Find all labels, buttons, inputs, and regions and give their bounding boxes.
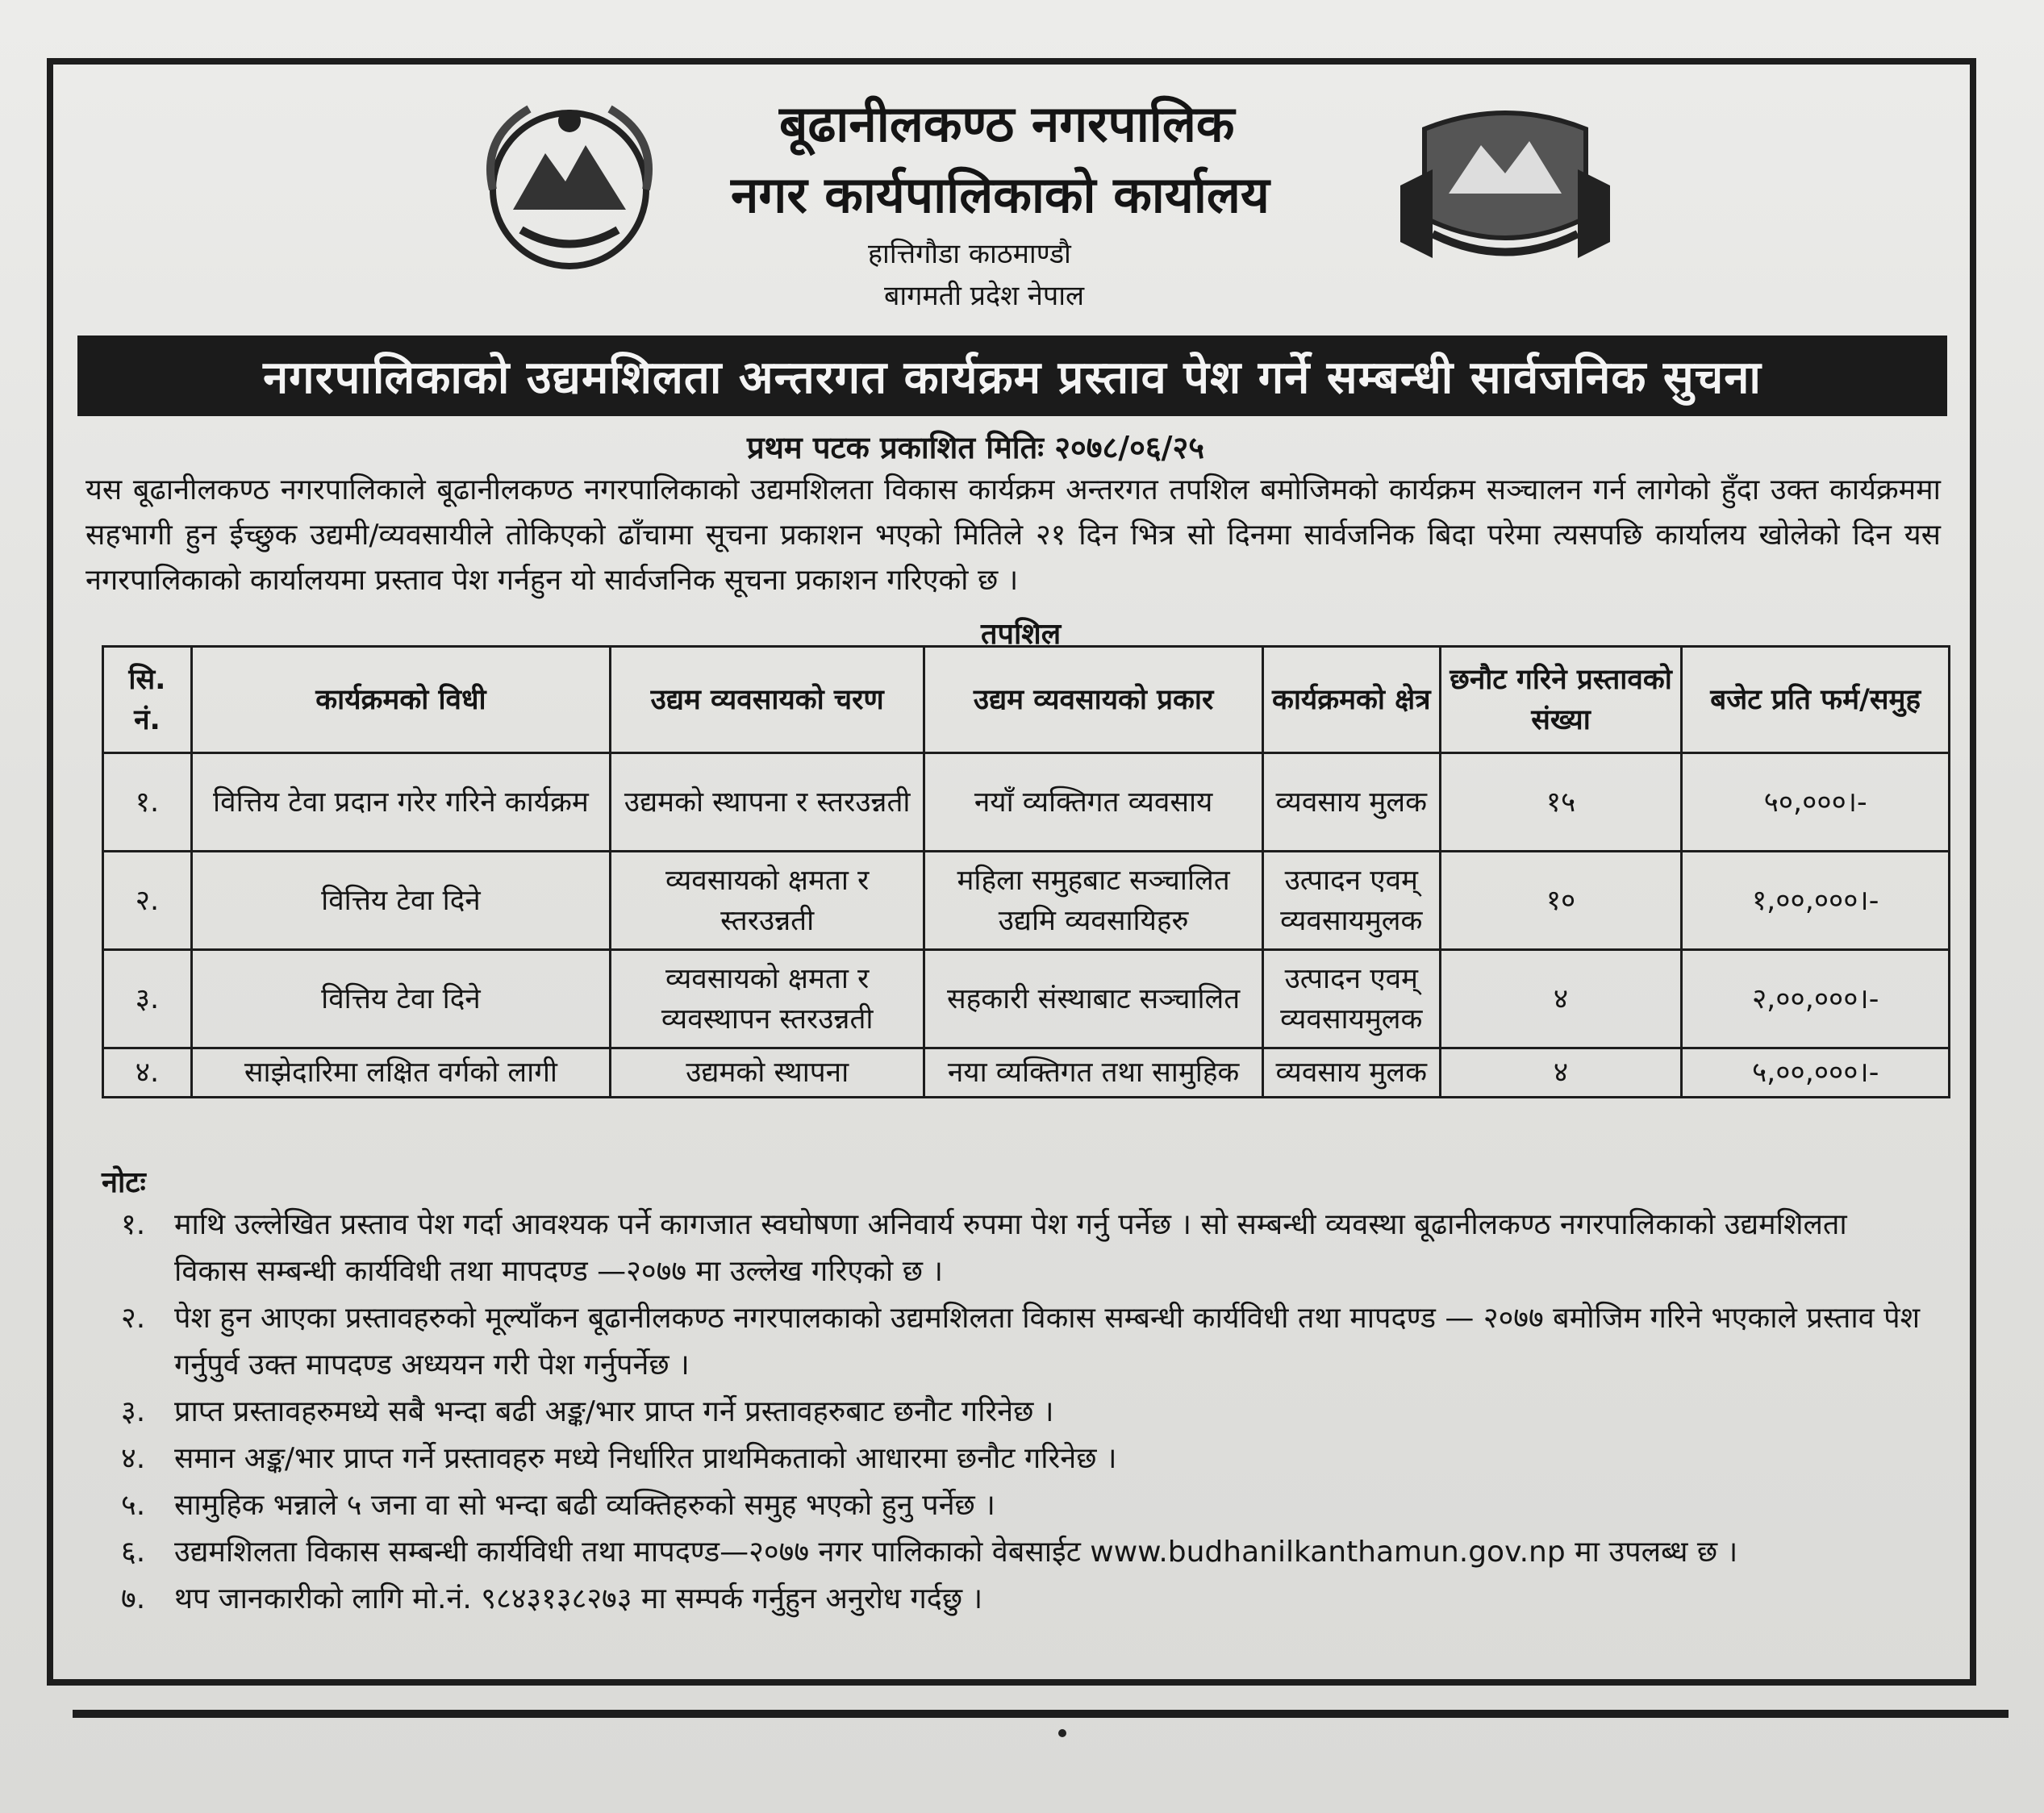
table-row	[103, 852, 1950, 950]
cell-business-type: नयाँ व्यक्तिगत व्यवसाय	[924, 753, 1262, 852]
header-business-type: उद्यम व्यवसायको प्रकार	[924, 647, 1262, 753]
table-row	[103, 753, 1950, 852]
note-item	[102, 1389, 1925, 1436]
cell-proposal-count: ४	[1440, 1048, 1682, 1098]
cell-business-stage: व्यवसायको क्षमता र व्यवस्थापन स्तरउन्नती	[610, 950, 924, 1048]
note-text: सामुहिक भन्नाले ५ जना वा सो भन्दा बढी व्यक्तिहरुको समुह भएको हुनु पर्नेछ ।	[174, 1489, 995, 1522]
cell-business-stage: उद्यमको स्थापना र स्तरउन्नती	[610, 753, 924, 852]
cell-serial: ४.	[103, 1048, 192, 1098]
notes-title: नोटः	[102, 1166, 146, 1199]
note-text: थप जानकारीको लागि मो.नं. ९८४३१३८२७३ मा सम्पर्क गर्नुहुन अनुरोध गर्दछु ।	[174, 1582, 983, 1615]
cell-business-stage: व्यवसायको क्षमता र स्तरउन्नती	[610, 852, 924, 950]
note-item	[102, 1295, 1925, 1389]
publication-date: प्रथम पटक प्रकाशित मितिः २०७८/०६/२५	[747, 430, 1205, 465]
note-item	[102, 1436, 1925, 1482]
municipality-logo-icon	[1392, 97, 1618, 274]
table-caption: तपशिल	[981, 618, 1062, 651]
cell-proposal-count: १०	[1440, 852, 1682, 950]
cell-serial: २.	[103, 852, 192, 950]
cell-budget: २,००,०००।-	[1682, 950, 1950, 1048]
cell-program-method: वित्तिय टेवा दिने	[191, 852, 610, 950]
note-number: २.	[121, 1302, 146, 1335]
cell-program-sector: व्यवसाय मुलक	[1262, 1048, 1440, 1098]
table-row	[103, 950, 1950, 1048]
cell-business-stage: उद्यमको स्थापना	[610, 1048, 924, 1098]
cell-proposal-count: ४	[1440, 950, 1682, 1048]
header-budget-per-firm: बजेट प्रति फर्म/समुह	[1682, 647, 1950, 753]
notice-title-banner: नगरपालिकाको उद्यमशिलता अन्तरगत कार्यक्रम प्रस्ताव पेश गर्ने सम्बन्धी सार्वजनिक सुचना	[77, 336, 1947, 416]
org-title: बूढानीलकण्ठ नगरपालिक	[779, 94, 1235, 153]
notice-frame	[47, 58, 1976, 1686]
notice-header	[53, 65, 1970, 331]
table-row	[103, 1048, 1950, 1098]
note-number: ७.	[121, 1582, 146, 1615]
note-number: ४.	[121, 1442, 146, 1475]
note-number: ६.	[121, 1536, 146, 1569]
table-header-row	[103, 647, 1950, 753]
note-text: पेश हुन आएका प्रस्तावहरुको मूल्याँकन बूढानीलकण्ठ नगरपालकाको उद्यमशिलता विकास सम्बन्धी कार्यविधी तथा मापदण्ड — २०७७ बमोजिम गरिने भएकाले प्रस्ताव पेश गर्नुपुर्व उक्त मापदण्ड अध्ययन गरी पेश गर्नुपर्नेछ ।	[174, 1302, 1921, 1382]
header-program-method: कार्यक्रमको विधी	[191, 647, 610, 753]
intro-paragraph: यस बूढानीलकण्ठ नगरपालिकाले बूढानीलकण्ठ नगरपालिकाको उद्यमशिलता विकास कार्यक्रम अन्तरगत तपशिल बमोजिमको कार्यक्रम सञ्चालन गर्न लागेको हुँदा उक्त कार्यक्रममा सहभागी हुन ईच्छुक उद्यमी/व्यवसायीले तोकिएको ढाँचामा सूचना प्रकाशन भएको मितिले २१ दिन भित्र सो दिनमा सार्वजनिक बिदा परेमा त्यसपछि कार्यालय खोलेको दिन यस नगरपालिकाको कार्यालयमा प्रस्ताव पेश गर्नहुन यो सार्वजनिक सूचना प्रकाशन गरिएको छ ।	[86, 473, 1941, 597]
header-business-stage: उद्यम व्यवसायको चरण	[610, 647, 924, 753]
cell-serial: १.	[103, 753, 192, 852]
header-proposal-count: छनौट गरिने प्रस्तावको संख्या	[1440, 647, 1682, 753]
cell-business-type: सहकारी संस्थाबाट सञ्चालित	[924, 950, 1262, 1048]
note-number: ५.	[121, 1489, 146, 1522]
cell-program-method: वित्तिय टेवा प्रदान गरेर गरिने कार्यक्रम	[191, 753, 610, 852]
note-text: माथि उल्लेखित प्रस्ताव पेश गर्दा आवश्यक पर्ने कागजात स्वघोषणा अनिवार्य रुपमा पेश गर्नु पर्नेछ । सो सम्बन्धी व्यवस्था बूढानीलकण्ठ नगरपालिकाको उद्यमशिलता विकास सम्बन्धी कार्यविधी तथा मापदण्ड —२०७७ मा उल्लेख गरिएको छ ।	[174, 1208, 1847, 1288]
cell-program-method: साझेदारिमा लक्षित वर्गको लागी	[191, 1048, 610, 1098]
address-line-1: हात्तिगौडा काठमाण्डौ	[868, 238, 1071, 270]
cell-proposal-count: १५	[1440, 753, 1682, 852]
cell-program-sector: व्यवसाय मुलक	[1262, 753, 1440, 852]
schedule-table	[102, 645, 1950, 1098]
cell-program-sector: उत्पादन एवम् व्यवसायमुलक	[1262, 950, 1440, 1048]
note-number: १.	[121, 1208, 146, 1241]
cell-program-method: वित्तिय टेवा दिने	[191, 950, 610, 1048]
cell-budget: ५,००,०००।-	[1682, 1048, 1950, 1098]
cell-budget: ५०,०००।-	[1682, 753, 1950, 852]
note-item	[102, 1482, 1925, 1529]
note-text: समान अङ्क/भार प्राप्त गर्ने प्रस्तावहरु मध्ये निर्धारित प्राथमिकताको आधारमा छनौट गरिनेछ ।	[174, 1442, 1117, 1475]
note-number: ३.	[121, 1395, 146, 1428]
notes-list	[102, 1202, 1925, 1623]
note-item	[102, 1202, 1925, 1295]
note-text: प्राप्त प्रस्तावहरुमध्ये सबै भन्दा बढी अङ्क/भार प्राप्त गर्ने प्रस्तावहरुबाट छनौट गरिनेछ ।	[174, 1395, 1054, 1428]
cell-program-sector: उत्पादन एवम् व्यवसायमुलक	[1262, 852, 1440, 950]
header-program-sector: कार्यक्रमको क्षेत्र	[1262, 647, 1440, 753]
cell-business-type: नया व्यक्तिगत तथा सामुहिक	[924, 1048, 1262, 1098]
note-item	[102, 1576, 1925, 1623]
address-line-2: बागमती प्रदेश नेपाल	[884, 280, 1085, 312]
header-serial: सि. नं.	[103, 647, 192, 753]
page-divider	[73, 1710, 2009, 1718]
note-text: उद्यमशिलता विकास सम्बन्धी कार्यविधी तथा मापदण्ड—२०७७ नगर पालिकाको वेबसाईट www.budhanilkanthamun.gov.np मा उपलब्ध छ ।	[174, 1536, 1738, 1569]
cell-serial: ३.	[103, 950, 192, 1048]
cell-business-type: महिला समुहबाट सञ्चालित उद्यमि व्यवसायिहरु	[924, 852, 1262, 950]
note-item	[102, 1529, 1925, 1576]
nepal-emblem-icon	[465, 89, 674, 290]
org-subtitle: नगर कार्यपालिकाको कार्यालय	[731, 165, 1270, 224]
decorative-dot	[1058, 1729, 1066, 1737]
cell-budget: १,००,०००।-	[1682, 852, 1950, 950]
